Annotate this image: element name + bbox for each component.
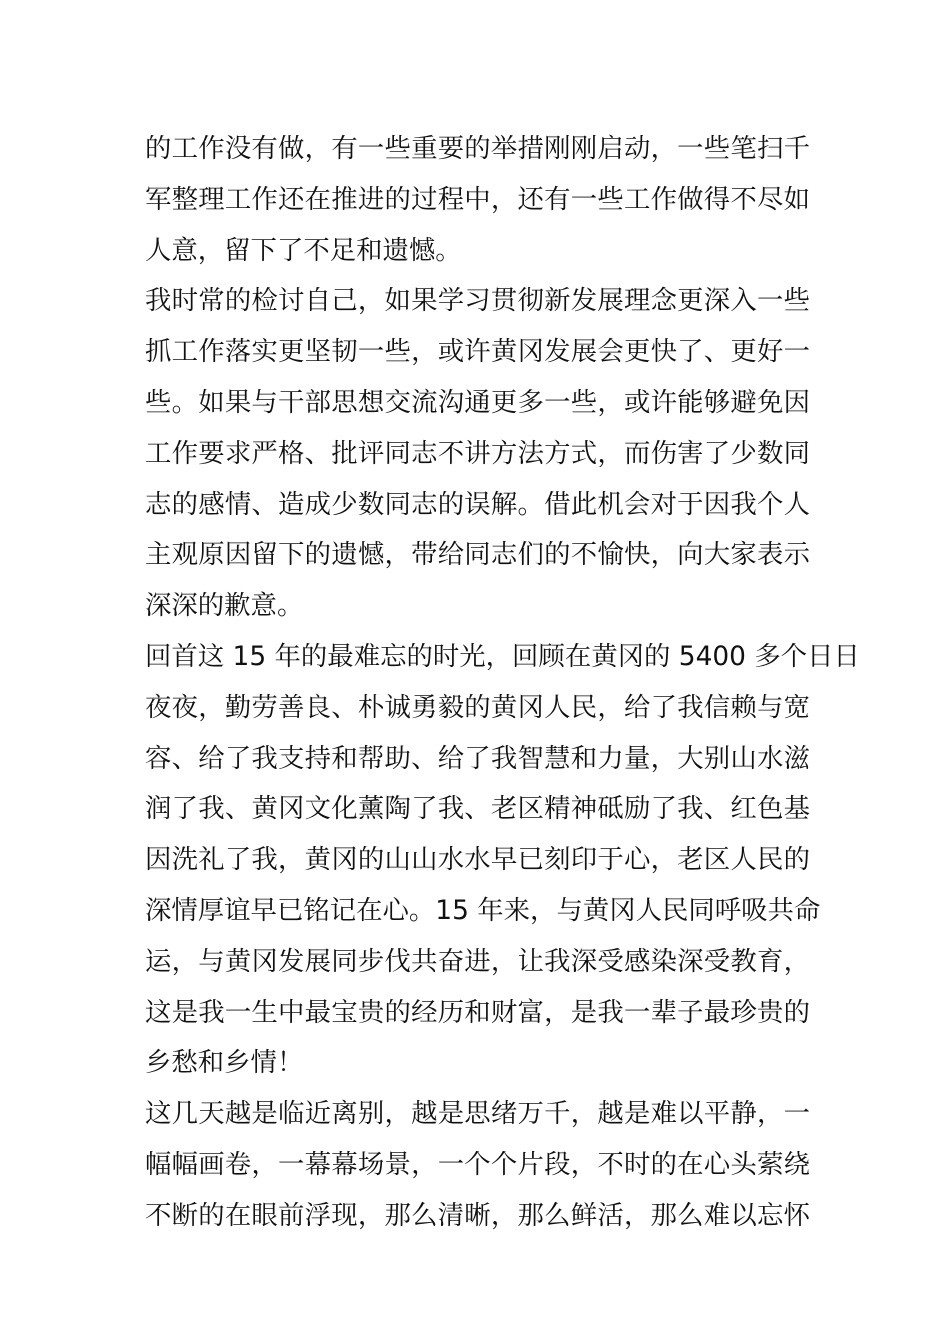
paragraph xyxy=(145,632,860,1089)
paragraph xyxy=(145,1089,810,1241)
text-line: 军整理工作还在推进的过程中，还有一些工作做得不尽如 xyxy=(145,183,810,215)
text-line: 夜夜，勤劳善良、朴诚勇毅的黄冈人民，给了我信赖与宽 xyxy=(145,691,810,723)
text-line: 抓工作落实更坚韧一些，或许黄冈发展会更快了、更好一 xyxy=(145,336,810,368)
text-line: 因洗礼了我，黄冈的山山水水早已刻印于心，老区人民的 xyxy=(145,844,810,876)
text-line: 人意，留下了不足和遗憾。 xyxy=(145,234,462,266)
text-line: 工作要求严格、批评同志不讲方法方式，而伤害了少数同 xyxy=(145,437,810,469)
paragraph xyxy=(145,124,810,276)
text-line: 这是我一生中最宝贵的经历和财富，是我一辈子最珍贵的 xyxy=(145,996,810,1028)
text-line: 润了我、黄冈文化薰陶了我、老区精神砥励了我、红色基 xyxy=(145,793,810,825)
text-line: 这几天越是临近离别，越是思绪万千，越是难以平静，一 xyxy=(145,1098,810,1130)
text-line: 容、给了我支持和帮助、给了我智慧和力量，大别山水滋 xyxy=(145,742,810,774)
text-line: 深深的歉意。 xyxy=(145,590,304,622)
text-line: 乡愁和乡情！ xyxy=(145,1047,304,1079)
text-line: 深情厚谊早已铭记在心。15 年来，与黄冈人民同呼吸共命 xyxy=(145,894,821,926)
text-line: 主观原因留下的遗憾，带给同志们的不愉快，向大家表示 xyxy=(145,539,810,571)
text-line: 些。如果与干部思想交流沟通更多一些，或许能够避免因 xyxy=(145,386,810,418)
text-line: 回首这 15 年的最难忘的时光，回顾在黄冈的 5400 多个日日 xyxy=(145,640,860,672)
text-line: 的工作没有做，有一些重要的举措刚刚启动，一些笔扫千 xyxy=(145,133,810,164)
paragraph xyxy=(145,276,810,632)
text-line: 不断的在眼前浮现，那么清晰，那么鲜活，那么难以忘怀 xyxy=(145,1199,810,1231)
text-line: 我时常的检讨自己，如果学习贯彻新发展理念更深入一些 xyxy=(145,285,810,317)
text-line: 志的感情、造成少数同志的误解。借此机会对于因我个人 xyxy=(145,488,810,520)
text-line: 运，与黄冈发展同步伐共奋进，让我深受感染深受教育， xyxy=(145,945,810,977)
document-body xyxy=(145,124,860,1242)
text-line: 幅幅画卷，一幕幕场景，一个个片段，不时的在心头萦绕 xyxy=(145,1148,810,1180)
